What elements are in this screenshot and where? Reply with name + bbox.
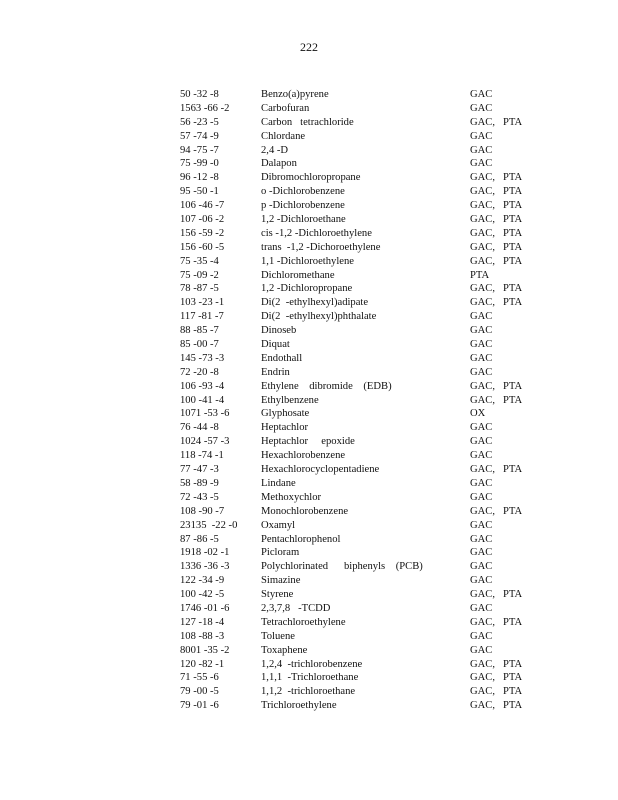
table-row xyxy=(180,630,540,644)
chemical-name: Methoxychlor xyxy=(261,491,322,503)
cas-number: 72 -20 -8 xyxy=(180,366,219,378)
treatment-method: GAC xyxy=(470,602,493,614)
cas-number: 75 -09 -2 xyxy=(180,269,219,281)
chemical-name: Dichloromethane xyxy=(261,269,335,281)
treatment-method: GAC, PTA xyxy=(470,672,523,684)
cas-number: 1336 -36 -3 xyxy=(180,561,230,573)
cas-number: 94 -75 -7 xyxy=(180,144,219,156)
cas-number: 100 -42 -5 xyxy=(180,589,225,601)
page-number: 222 xyxy=(300,40,318,54)
table-row xyxy=(180,505,540,519)
table-row xyxy=(180,227,540,241)
chemical-name: Monochlorobenzene xyxy=(261,505,349,517)
chemical-name: Carbon tetrachloride xyxy=(261,116,354,128)
cas-number: 118 -74 -1 xyxy=(180,450,224,462)
chemical-name: Heptachlor epoxide xyxy=(261,436,355,448)
treatment-method: GAC xyxy=(470,325,493,337)
cas-number: 8001 -35 -2 xyxy=(180,644,230,656)
cas-number: 127 -18 -4 xyxy=(180,616,225,628)
treatment-method: GAC xyxy=(470,130,493,142)
treatment-method: GAC, PTA xyxy=(470,394,523,406)
cas-number: 71 -55 -6 xyxy=(180,672,219,684)
chemical-name: Dibromochloropropane xyxy=(261,172,361,184)
cas-number: 1746 -01 -6 xyxy=(180,602,230,614)
chemical-name: Tetrachloroethylene xyxy=(261,616,346,628)
table-row xyxy=(180,699,540,713)
treatment-method: GAC, PTA xyxy=(470,297,523,309)
treatment-method: GAC, PTA xyxy=(470,686,523,698)
table-row xyxy=(180,491,540,505)
cas-number: 23135 -22 -0 xyxy=(180,519,238,531)
treatment-method: GAC, PTA xyxy=(470,186,523,198)
treatment-method: GAC xyxy=(470,89,493,100)
cas-number: 75 -99 -0 xyxy=(180,158,219,170)
treatment-method: PTA xyxy=(470,269,490,281)
chemical-name: Toluene xyxy=(261,630,295,642)
treatment-method: GAC, PTA xyxy=(470,116,523,128)
chemical-name: 1,2,4 -trichlorobenzene xyxy=(261,658,363,670)
chemical-name: p -Dichlorobenzene xyxy=(261,200,345,212)
table-row xyxy=(180,199,540,213)
cas-number: 120 -82 -1 xyxy=(180,658,225,670)
table-row xyxy=(180,324,540,338)
treatment-method: GAC xyxy=(470,491,493,503)
treatment-method: GAC xyxy=(470,352,493,364)
cas-number: 96 -12 -8 xyxy=(180,172,219,184)
chemical-name: Carbofuran xyxy=(261,102,310,114)
table-row xyxy=(180,477,540,491)
chemical-name: Toxaphene xyxy=(261,644,308,656)
treatment-method: GAC, PTA xyxy=(470,241,523,253)
table-row xyxy=(180,533,540,547)
table-row xyxy=(180,560,540,574)
table-row xyxy=(180,144,540,158)
cas-number: 106 -46 -7 xyxy=(180,200,225,212)
chemical-name: 1,1 -Dichloroethylene xyxy=(261,255,354,267)
table-row xyxy=(180,602,540,616)
treatment-method: GAC, PTA xyxy=(470,589,523,601)
treatment-method: GAC xyxy=(470,436,493,448)
chemical-name: 1,2 -Dichloroethane xyxy=(261,214,346,226)
treatment-method: GAC, PTA xyxy=(470,700,523,712)
treatment-method: GAC xyxy=(470,561,493,573)
chemical-name: 1,1,1 -Trichloroethane xyxy=(261,672,359,684)
chemical-name: Endrin xyxy=(261,366,290,378)
treatment-method: GAC xyxy=(470,450,493,462)
cas-number: 122 -34 -9 xyxy=(180,575,225,587)
table-row xyxy=(180,102,540,116)
cas-number: 72 -43 -5 xyxy=(180,491,219,503)
table-row xyxy=(180,130,540,144)
chemical-name: Simazine xyxy=(261,575,301,587)
table-row xyxy=(180,435,540,449)
table-row xyxy=(180,574,540,588)
chemical-name: Pentachlorophenol xyxy=(261,533,341,545)
chemical-name: Styrene xyxy=(261,589,294,601)
treatment-method: GAC xyxy=(470,339,493,351)
treatment-method: GAC, PTA xyxy=(470,214,523,226)
chemical-name: Dalapon xyxy=(261,158,297,170)
treatment-method: GAC, PTA xyxy=(470,255,523,267)
table-row xyxy=(180,88,540,102)
treatment-method: GAC, PTA xyxy=(470,227,523,239)
table-row xyxy=(180,310,540,324)
chemical-name: 2,4 -D xyxy=(261,144,289,156)
treatment-method: GAC xyxy=(470,311,493,323)
cas-number: 75 -35 -4 xyxy=(180,255,219,267)
table-row xyxy=(180,658,540,672)
chemical-name: cis -1,2 -Dichloroethylene xyxy=(261,227,372,239)
cas-number: 50 -32 -8 xyxy=(180,89,219,100)
cas-number: 79 -01 -6 xyxy=(180,700,219,712)
cas-number: 156 -59 -2 xyxy=(180,227,225,239)
treatment-method: GAC, PTA xyxy=(470,658,523,670)
treatment-method: GAC, PTA xyxy=(470,505,523,517)
table-row xyxy=(180,546,540,560)
chemical-name: o -Dichlorobenzene xyxy=(261,186,345,198)
table-row xyxy=(180,380,540,394)
treatment-method: GAC xyxy=(470,477,493,489)
treatment-method: GAC xyxy=(470,422,493,434)
table-row xyxy=(180,449,540,463)
table-row xyxy=(180,519,540,533)
chemical-name: Ethylene dibromide (EDB) xyxy=(261,380,392,392)
table-row xyxy=(180,463,540,477)
table-row xyxy=(180,296,540,310)
table-row xyxy=(180,255,540,269)
treatment-method: GAC xyxy=(470,575,493,587)
cas-number: 88 -85 -7 xyxy=(180,325,219,337)
table-row xyxy=(180,185,540,199)
chemical-name: Heptachlor xyxy=(261,422,309,434)
chemical-name: Di(2 -ethylhexyl)adipate xyxy=(261,297,369,309)
chemical-name: Polychlorinated biphenyls (PCB) xyxy=(261,561,423,573)
cas-number: 156 -60 -5 xyxy=(180,241,225,253)
table-row xyxy=(180,171,540,185)
chemical-name: Endothall xyxy=(261,352,303,364)
chemical-name: Trichloroethylene xyxy=(261,700,337,712)
chemical-name: 2,3,7,8 -TCDD xyxy=(261,602,331,614)
cas-number: 57 -74 -9 xyxy=(180,130,219,142)
chemical-name: Glyphosate xyxy=(261,408,310,420)
table-row xyxy=(180,213,540,227)
cas-number: 78 -87 -5 xyxy=(180,283,219,295)
treatment-method: GAC, PTA xyxy=(470,200,523,212)
treatment-method: GAC xyxy=(470,366,493,378)
cas-number: 100 -41 -4 xyxy=(180,394,225,406)
cas-number: 106 -93 -4 xyxy=(180,380,225,392)
chemical-name: Chlordane xyxy=(261,130,306,142)
cas-number: 1071 -53 -6 xyxy=(180,408,230,420)
treatment-method: GAC, PTA xyxy=(470,283,523,295)
cas-number: 76 -44 -8 xyxy=(180,422,219,434)
treatment-method: GAC xyxy=(470,519,493,531)
treatment-method: GAC, PTA xyxy=(470,380,523,392)
cas-number: 85 -00 -7 xyxy=(180,339,219,351)
chemical-name: Hexachlorobenzene xyxy=(261,450,346,462)
chemical-name: Lindane xyxy=(261,477,296,489)
table-row xyxy=(180,671,540,685)
chemical-name: Picloram xyxy=(261,547,300,559)
chemical-treatment-table xyxy=(180,88,540,713)
treatment-method: GAC, PTA xyxy=(470,616,523,628)
chemical-name: 1,1,2 -trichloroethane xyxy=(261,686,356,698)
cas-number: 117 -81 -7 xyxy=(180,311,224,323)
treatment-method: GAC xyxy=(470,158,493,170)
cas-number: 87 -86 -5 xyxy=(180,533,219,545)
chemical-name: trans -1,2 -Dichoroethylene xyxy=(261,241,381,253)
treatment-method: OX xyxy=(470,408,486,420)
treatment-method: GAC, PTA xyxy=(470,464,523,476)
treatment-method: GAC xyxy=(470,630,493,642)
table-row xyxy=(180,282,540,296)
table-row xyxy=(180,338,540,352)
table-row xyxy=(180,421,540,435)
chemical-name: Hexachlorocyclopentadiene xyxy=(261,464,380,476)
treatment-method: GAC xyxy=(470,644,493,656)
table-row xyxy=(180,616,540,630)
cas-number: 79 -00 -5 xyxy=(180,686,219,698)
table-row xyxy=(180,352,540,366)
cas-number: 1024 -57 -3 xyxy=(180,436,230,448)
table-row xyxy=(180,644,540,658)
table-row xyxy=(180,407,540,421)
table-row xyxy=(180,366,540,380)
cas-number: 107 -06 -2 xyxy=(180,214,225,226)
treatment-method: GAC xyxy=(470,547,493,559)
cas-number: 77 -47 -3 xyxy=(180,464,219,476)
cas-number: 108 -90 -7 xyxy=(180,505,225,517)
treatment-method: GAC xyxy=(470,102,493,114)
table-row xyxy=(180,269,540,283)
cas-number: 103 -23 -1 xyxy=(180,297,225,309)
treatment-method: GAC xyxy=(470,533,493,545)
chemical-name: Di(2 -ethylhexyl)phthalate xyxy=(261,311,377,323)
cas-number: 1563 -66 -2 xyxy=(180,102,230,114)
cas-number: 1918 -02 -1 xyxy=(180,547,230,559)
cas-number: 145 -73 -3 xyxy=(180,352,225,364)
table-row xyxy=(180,394,540,408)
cas-number: 58 -89 -9 xyxy=(180,477,219,489)
cas-number: 108 -88 -3 xyxy=(180,630,225,642)
treatment-method: GAC, PTA xyxy=(470,172,523,184)
chemical-name: Dinoseb xyxy=(261,325,297,337)
chemical-name: Benzo(a)pyrene xyxy=(261,89,329,100)
table-row xyxy=(180,241,540,255)
chemical-name: Ethylbenzene xyxy=(261,394,319,406)
cas-number: 56 -23 -5 xyxy=(180,116,219,128)
table-row xyxy=(180,685,540,699)
table-row xyxy=(180,116,540,130)
cas-number: 95 -50 -1 xyxy=(180,186,219,198)
chemical-name: Diquat xyxy=(261,339,290,351)
chemical-name: Oxamyl xyxy=(261,519,296,531)
treatment-method: GAC xyxy=(470,144,493,156)
table-row xyxy=(180,588,540,602)
table-row xyxy=(180,157,540,171)
chemical-name: 1,2 -Dichloropropane xyxy=(261,283,353,295)
